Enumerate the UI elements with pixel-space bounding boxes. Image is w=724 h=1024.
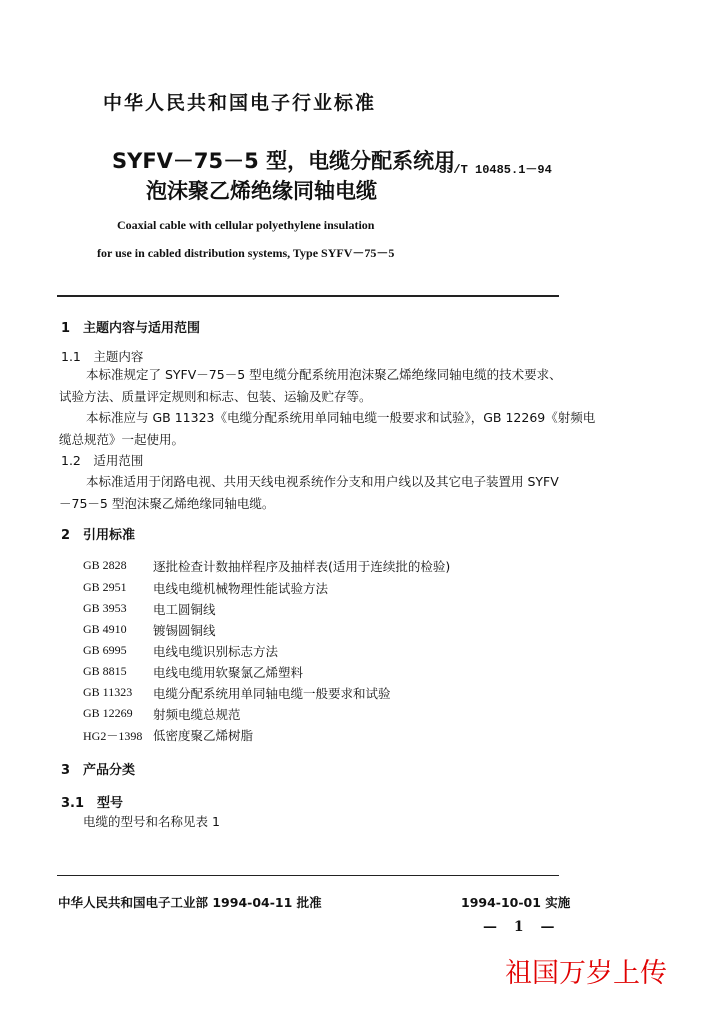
section-1-1-paragraph-2-line-1: 本标准应与 GB 11323《电缆分配系统用单同轴电缆一般要求和试验》，GB 12269《射频电 (86, 410, 596, 425)
reference-title: 电线电缆机械物理性能试验方法 (153, 581, 329, 596)
reference-code: GB 12269 (83, 706, 133, 720)
section-1-1-paragraph-2-line-2: 缆总规范》一起使用。 (59, 432, 185, 447)
reference-title: 镀锡圆铜线 (153, 623, 216, 638)
section-1-1-heading: 1.1 主题内容 (61, 349, 144, 364)
section-1-heading: 1 主题内容与适用范围 (61, 321, 201, 336)
reference-title: 电缆分配系统用单同轴电缆一般要求和试验 (153, 686, 391, 701)
reference-code: GB 11323 (83, 685, 133, 699)
reference-code: GB 2951 (83, 580, 127, 594)
reference-title: 射频电缆总规范 (153, 707, 241, 722)
english-title-line-1: Coaxial cable with cellular polyethylene insulation (117, 218, 375, 232)
issuing-organization: 中华人民共和国电子行业标准 (103, 92, 377, 114)
section-3-1-heading: 3.1 型号 (61, 796, 124, 811)
uploader-watermark: 祖国万岁上传 (505, 958, 667, 989)
approval-statement: 中华人民共和国电子工业部 1994-04-11 批准 (58, 895, 322, 910)
section-1-2-paragraph-line-1: 本标准适用于闭路电视、共用天线电视系统作分支和用户线以及其它电子装置用 SYFV (86, 474, 559, 489)
section-1-1-paragraph-1-line-2: 试验方法、质量评定规则和标志、包装、运输及贮存等。 (59, 389, 372, 404)
section-3-1-paragraph: 电缆的型号和名称见表 1 (83, 814, 220, 829)
footer-divider (57, 875, 559, 876)
reference-title: 低密度聚乙烯树脂 (153, 728, 254, 743)
english-title-line-2: for use in cabled distribution systems, Type SYFV－75－5 (97, 246, 395, 260)
section-1-2-heading: 1.2 适用范围 (61, 453, 144, 468)
reference-code: GB 2828 (83, 558, 127, 572)
reference-code: GB 6995 (83, 643, 127, 657)
section-1-1-paragraph-1-line-1: 本标准规定了 SYFV－75－5 型电缆分配系统用泡沫聚乙烯绝缘同轴电缆的技术要求、 (86, 367, 562, 382)
reference-code: HG2－1398 (83, 729, 143, 743)
reference-code: GB 4910 (83, 622, 127, 636)
reference-title: 电线电缆识别标志方法 (153, 644, 279, 659)
page-number: — 1 — (483, 919, 561, 935)
reference-code: GB 8815 (83, 664, 127, 678)
implementation-date: 1994-10-01 实施 (461, 895, 571, 910)
reference-code: GB 3953 (83, 601, 127, 615)
header-divider (57, 295, 559, 297)
section-2-heading: 2 引用标准 (61, 528, 136, 543)
section-3-heading: 3 产品分类 (61, 763, 136, 778)
section-1-2-paragraph-line-2: －75－5 型泡沫聚乙烯绝缘同轴电缆。 (59, 496, 275, 511)
reference-title: 逐批检查计数抽样程序及抽样表(适用于连续批的检验) (153, 559, 451, 574)
reference-title: 电线电缆用软聚氯乙烯塑料 (153, 665, 304, 680)
document-title-line-2: 泡沫聚乙烯绝缘同轴电缆 (146, 179, 377, 203)
document-title-line-1: SYFV－75－5 型，电缆分配系统用 (112, 149, 456, 173)
reference-title: 电工圆铜线 (153, 602, 216, 617)
standard-number: SJ/T 10485.1－94 (439, 163, 552, 177)
